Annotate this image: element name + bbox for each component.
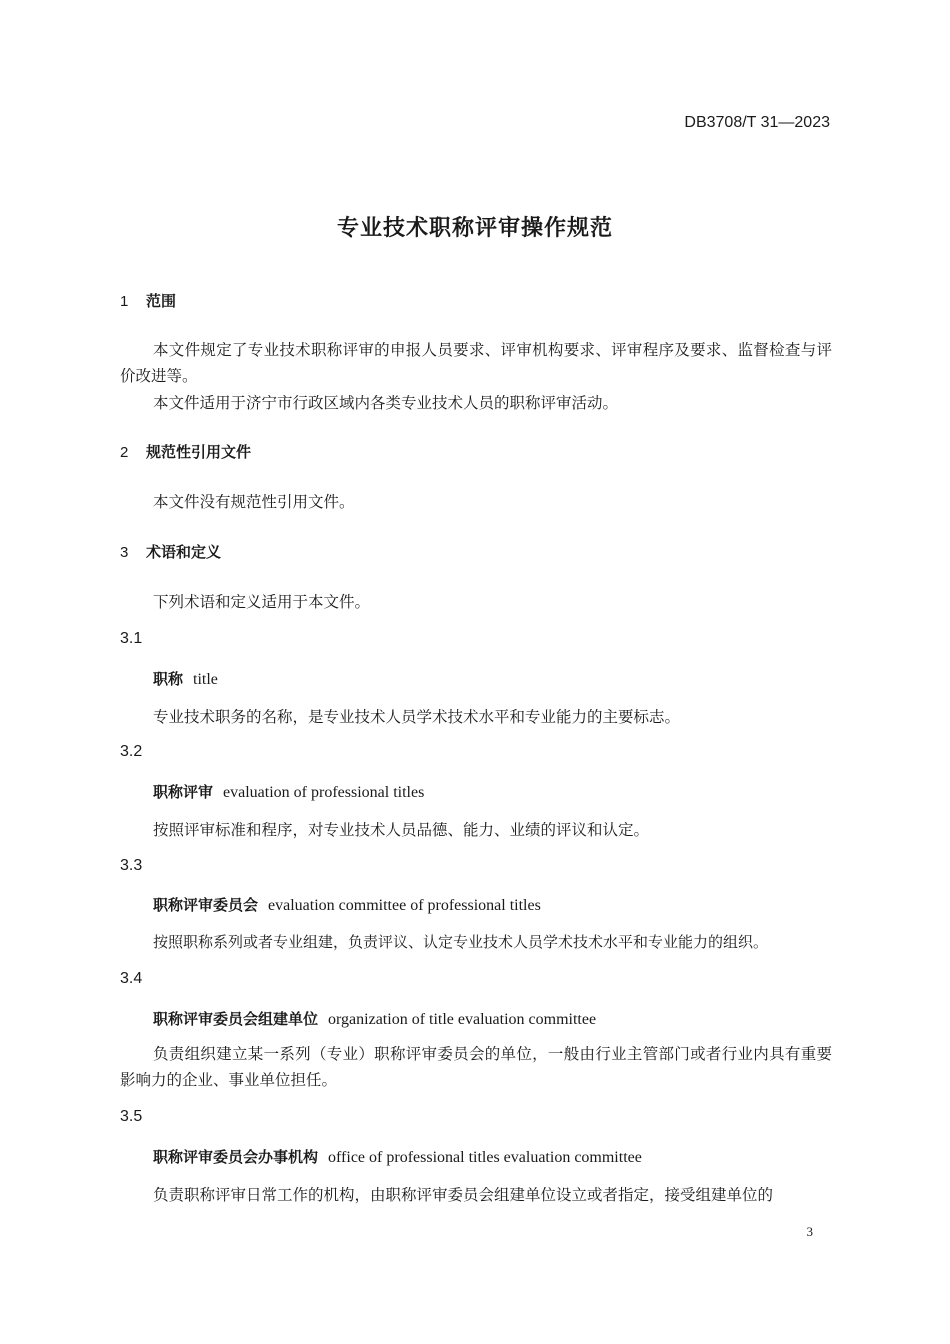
term-definition: 负责组织建立某一系列（专业）职称评审委员会的单位，一般由行业主管部门或者行业内具有重要影响力的企业、事业单位担任。 [120,1045,832,1089]
term-chinese: 职称评审委员会 [153,896,259,914]
term-english: office of professional titles evaluation committee [328,1149,642,1166]
section-heading-terms [120,541,221,562]
section-title: 范围 [146,292,177,310]
term-chinese: 职称评审委员会办事机构 [153,1148,319,1166]
term-number: 3.4 [120,970,143,987]
term-entry [153,1146,642,1167]
term-number: 3.1 [120,630,143,647]
term-definition: 按照评审标准和程序，对专业技术人员品德、能力、业绩的评议和认定。 [153,821,650,839]
paragraph-references: 本文件没有规范性引用文件。 [153,493,355,511]
term-entry [153,781,424,802]
section-title: 术语和定义 [146,543,222,561]
term-entry [153,1008,596,1029]
section-number: 1 [120,293,129,310]
document-title: 专业技术职称评审操作规范 [336,216,613,241]
term-definition: 负责职称评审日常工作的机构，由职称评审委员会组建单位设立或者指定，接受组建单位的 [153,1186,774,1204]
paragraph-scope-1: 本文件规定了专业技术职称评审的申报人员要求、评审机构要求、评审程序及要求、监督检查与评价改进等。 [120,341,832,385]
term-chinese: 职称 [153,670,184,688]
section-number: 3 [120,544,129,561]
term-definition: 专业技术职务的名称，是专业技术人员学术技术水平和专业能力的主要标志。 [153,708,681,726]
section-number: 2 [120,444,129,461]
section-title: 规范性引用文件 [146,443,252,461]
term-english: title [193,671,218,688]
term-number: 3.2 [120,743,143,760]
page-number: 3 [806,1224,813,1239]
term-chinese: 职称评审委员会组建单位 [153,1010,319,1028]
document-number: DB3708/T 31—2023 [684,114,830,131]
paragraph-scope-2: 本文件适用于济宁市行政区域内各类专业技术人员的职称评审活动。 [153,394,619,412]
term-chinese: 职称评审 [153,783,214,801]
term-entry [153,668,218,689]
term-definition: 按照职称系列或者专业组建，负责评议、认定专业技术人员学术技术水平和专业能力的组织。 [153,933,769,951]
section-heading-scope [120,290,176,311]
term-entry [153,894,541,915]
term-english: organization of title evaluation committee [328,1011,597,1028]
term-number: 3.3 [120,857,143,874]
term-english: evaluation committee of professional titles [268,897,541,914]
section-heading-references [120,441,251,462]
term-number: 3.5 [120,1108,143,1125]
paragraph-terms-intro: 下列术语和定义适用于本文件。 [153,593,371,611]
term-english: evaluation of professional titles [223,784,425,801]
